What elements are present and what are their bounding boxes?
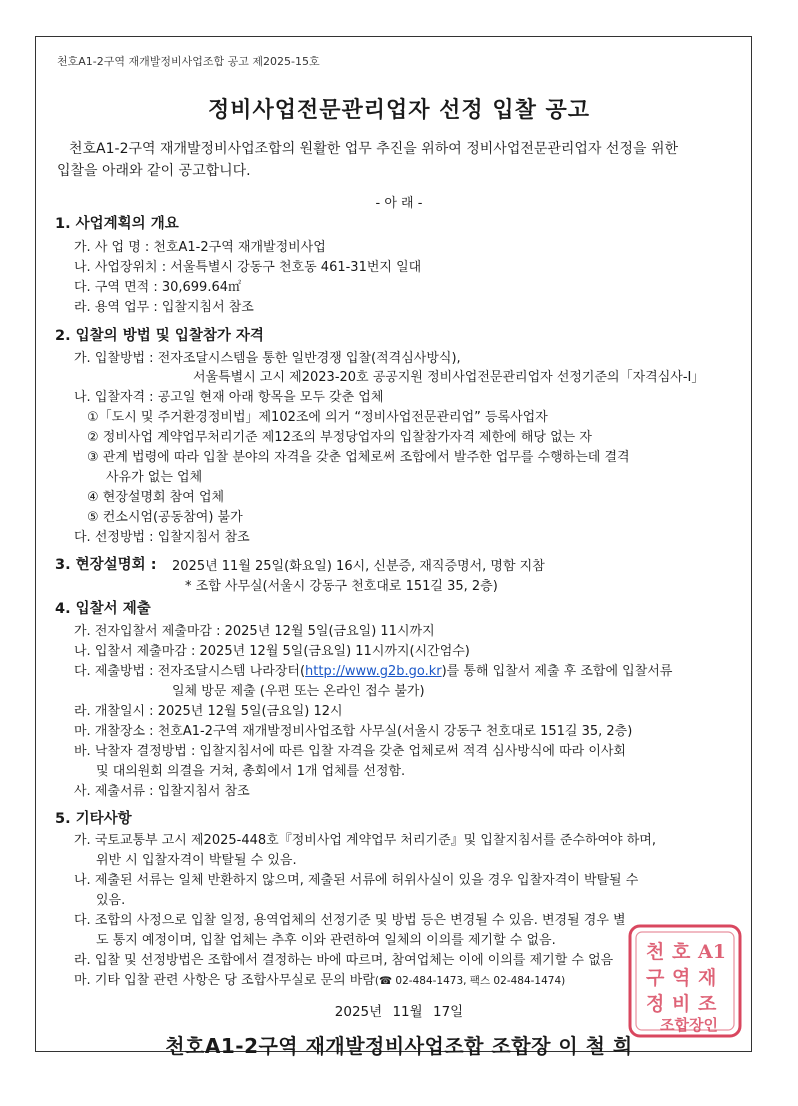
list-item-continuation: 있음. [96,893,126,908]
svg-text:구: 구 [646,967,665,989]
criteria-item: ①「도시 및 주거환경정비법」제102조에 의거 “정비사업전문관리업” 등록사업자 [87,410,548,425]
list-item: 다. 구역 면적 : 30,699.64㎡ [74,280,241,295]
official-seal [626,922,744,1040]
svg-text:정: 정 [646,993,665,1015]
list-item: 나. 입찰자격 : 공고일 현재 아래 항목을 모두 갖춘 업체 [74,390,384,405]
list-item: 나. 사업장위치 : 서울특별시 강동구 천호동 461-31번지 일대 [74,260,422,275]
g2b-link[interactable]: http://www.g2b.go.kr [305,664,442,679]
svg-text:조: 조 [698,993,717,1015]
intro-line: 천호A1-2구역 재개발정비사업조합의 원활한 업무 추진을 위하여 정비사업전문관리업자 선정을 위한 [69,141,679,157]
svg-text:비: 비 [672,993,691,1015]
section-divider-label: - 아 래 - [375,196,423,211]
list-item-continuation: 서울특별시 고시 제2023-20호 공공지원 정비사업전문관리업자 선정기준의「자격심사-Ⅰ」 [193,370,705,385]
svg-text:천: 천 [646,941,665,963]
list-item: 사. 제출서류 : 입찰지침서 참조 [74,784,250,799]
list-item-continuation: 및 대의원회 의결을 거쳐, 총회에서 1개 업체를 선정함. [96,764,406,779]
list-item: 나. 입찰서 제출마감 : 2025년 12월 5일(금요일) 11시까지(시간엄수) [74,644,470,659]
page-title: 정비사업전문관리업자 선정 입찰 공고 [207,98,590,123]
criteria-item: ④ 현장설명회 참여 업체 [87,490,225,505]
section-1-heading: 1. 사업계획의 개요 [55,216,179,232]
list-item: 가. 국토교통부 고시 제2025-448호『정비사업 계약업무 처리기준』및 입찰지침서를 준수하여야 하며, [74,833,656,848]
list-item-continuation: 도 통지 예정이며, 입찰 업체는 추후 이와 관련하여 일체의 이의를 제기할 수 없음. [96,933,556,948]
section-2-heading: 2. 입찰의 방법 및 입찰참가 자격 [55,328,264,344]
criteria-item: ② 정비사업 계약업무처리기준 제12조의 부정당업자의 입찰참가자격 제한에 해당 없는 자 [87,430,592,445]
list-item: 가. 입찰방법 : 전자조달시스템을 통한 일반경쟁 입찰(적격심사방식), [74,351,461,366]
criteria-item: ⑤ 컨소시엄(공동참여) 불가 [87,510,243,525]
criteria-item: ③ 관계 법령에 따라 입찰 분야의 자격을 갖춘 업체로써 조합에서 발주한 업무를 수행하는데 결격 [87,450,630,465]
section-4-heading: 4. 입찰서 제출 [55,601,151,617]
list-item: 라. 개찰일시 : 2025년 12월 5일(금요일) 12시 [74,704,343,719]
criteria-item-continuation: 사유가 없는 업체 [106,470,203,485]
svg-text:호: 호 [672,941,691,963]
list-item: 가. 전자입찰서 제출마감 : 2025년 12월 5일(금요일) 11시까지 [74,624,435,639]
submission-method-rest: )를 통해 입찰서 제출 후 조합에 입찰서류 [441,664,673,679]
signature-line: 천호A1-2구역 재개발정비사업조합 조합장 이 철 희 [165,1034,633,1058]
section-5-heading: 5. 기타사항 [55,811,132,827]
list-item-continuation: 일체 방문 제출 (우편 또는 온라인 접수 불가) [172,684,425,699]
svg-text:역: 역 [672,967,691,989]
list-item: 바. 낙찰자 결정방법 : 입찰지침서에 따른 입찰 자격을 갖춘 업체로써 적격 심사방식에 따라 이사회 [74,744,626,759]
briefing-location: * 조합 사무실(서울시 강동구 천호대로 151길 35, 2층) [185,579,498,594]
section-3-heading: 3. 현장설명회 : [55,557,157,573]
svg-text:재: 재 [698,967,717,989]
inquiry-phone: (☎ 02-484-1473, 팩스 02-484-1474) [374,975,566,987]
svg-text:조합장인: 조합장인 [660,1016,718,1034]
list-item: 라. 입찰 및 선정방법은 조합에서 결정하는 바에 따르며, 참여업체는 이에 이의를 제기할 수 없음 [74,953,614,968]
notice-number: 천호A1-2구역 재개발정비사업조합 공고 제2025-15호 [57,55,320,68]
list-item: 라. 용역 업무 : 입찰지침서 참조 [74,300,254,315]
notice-date: 2025년 11월 17일 [334,1004,464,1020]
list-item: 다. 조합의 사정으로 입찰 일정, 용역업체의 선정기준 및 방법 등은 변경될 수 있음. 변경될 경우 별 [74,913,626,928]
submission-method-label: 다. 제출방법 : 전자조달시스템 나라장터( [74,664,306,679]
intro-paragraph [57,138,737,182]
inquiry-text: 마. 기타 입찰 관련 사항은 당 조합사무실로 문의 바람 [74,973,375,988]
list-item: 다. 선정방법 : 입찰지침서 참조 [74,530,250,545]
list-item: 나. 제출된 서류는 일체 반환하지 않으며, 제출된 서류에 허위사실이 있을 경우 입찰자격이 박탈될 수 [74,873,639,888]
list-item: 마. 개찰장소 : 천호A1-2구역 재개발정비사업조합 사무실(서울시 강동구 천호대로 151길 35, 2층) [74,724,633,739]
svg-text:A1: A1 [698,941,726,963]
briefing-schedule: 2025년 11월 25일(화요일) 16시, 신분증, 재직증명서, 명함 지참 [172,559,545,574]
list-item [74,660,672,679]
list-item [74,969,565,988]
list-item-continuation: 위반 시 입찰자격이 박탈될 수 있음. [96,853,297,868]
list-item: 가. 사 업 명 : 천호A1-2구역 재개발정비사업 [74,240,326,255]
intro-line: 입찰을 아래와 같이 공고합니다. [57,163,251,179]
